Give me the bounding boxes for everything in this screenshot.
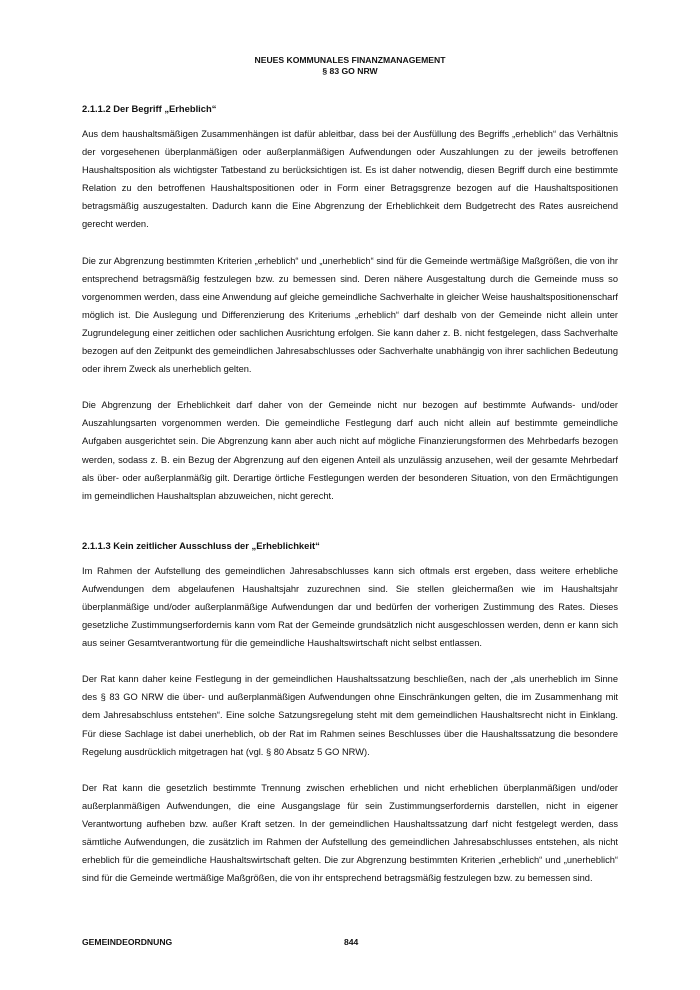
section-heading: 2.1.1.2 Der Begriff „Erheblich“ (82, 103, 217, 114)
paragraph: Die Abgrenzung der Erheblichkeit darf daher von der Gemeinde nicht nur bezogen auf bestimmte Aufwands- und/oder Auszahlungsarten vorgenommen werden. Die gemeindliche Festlegung darf auch nicht allein auf bestimmte gemeindliche Aufgaben ausgerichtet sein. Die Abgrenzung kann aber auch nicht auf mögliche Finanzierungsformen des Mehrbedarfs bezogen werden, sodass z. B. ein Bezug der Abgrenzung auf den eigenen Anteil als unzulässig anzusehen, weil der gesamte Mehrbedarf als über- oder außerplanmäßig gilt. Derartige örtliche Festlegungen werden der besonderen Situation, von den Ermächtigungen im gemeindlichen Haushaltsplan abzuweichen, nicht gerecht. (82, 400, 618, 501)
page-header (0, 55, 700, 77)
section-heading: 2.1.1.3 Kein zeitlicher Ausschluss der „Erheblichkeit“ (82, 539, 320, 551)
paragraph: Die zur Abgrenzung bestimmten Kriterien „erheblich“ und „unerheblich“ sind für die Gemeinde wertmäßige Maßgrößen, die von ihr entsprechend betragsmäßig festzulegen bzw. zu bemessen sind. Deren nähere Ausgestaltung durch die Gemeinde muss so vorgenommen werden, dass eine Anwendung auf gleiche gemeindliche Sachverhalte in gleicher Weise haushaltspositionenscharf möglich ist. Die Auslegung und Differenzierung des Kriteriums „erheblich“ darf deshalb von der Gemeinde nicht allein unter Zugrundelegung einer zeitlichen oder sachlichen Ausrichtung erfolgen. Sie kann daher z. B. nicht festgelegen, dass Sachverhalte bezogen auf den Zeitpunkt des gemeindlichen Jahresabschlusses oder Sachverhalte unabhängig von ihrer sachlichen Bedeutung oder ihrem Zweck als unerheblich gelten. (82, 255, 618, 375)
header-title: NEUES KOMMUNALES FINANZMANAGEMENT (254, 55, 446, 65)
document-body (82, 102, 618, 887)
paragraph: Der Rat kann die gesetzlich bestimmte Trennung zwischen erheblichen und nicht erheblichen überplanmäßigen und/oder außerplanmäßigen Aufwendungen, die eine Ausgangslage für sein Zustimmungserfordernis darstellen, nicht in eigener Verantwortung aufheben bzw. außer Kraft setzen. In der gemeindlichen Haushaltssatzung darf nicht festgelegt werden, dass sämtliche Aufwendungen, die zusätzlich im Rahmen der Aufstellung des gemeindlichen Jahresabschlusses entstehen, als nicht erheblich für die gemeindliche Haushaltswirtschaft gelten. Die zur Abgrenzung bestimmten Kriterien „erheblich“ und „unerheblich“ sind für die Gemeinde wertmäßige Maßgrößen, die von ihr entsprechend betragsmäßig festzulegen bzw. zu bemessen sind. (82, 782, 618, 884)
page-number: 844 (344, 937, 359, 947)
paragraph: Im Rahmen der Aufstellung des gemeindlichen Jahresabschlusses kann sich oftmals erst ergeben, dass weitere erhebliche Aufwendungen dem abgelaufenen Haushaltsjahr zuzurechnen sind. Sie stellen gleichermaßen wie im Haushaltsjahr überplanmäßige und/oder außerplanmäßige Aufwendungen dar und bedürfen der vorherigen Zustimmung des Rates. Dieses gesetzliche Zustimmungserfordernis kann vom Rat der Gemeinde grundsätzlich nicht ausgeschlossen werden, denn er kann sich aus seiner Gesamtverantwortung für die gemeindliche Haushaltswirtschaft nicht selbst entlassen. (82, 565, 618, 649)
paragraph: Aus dem haushaltsmäßigen Zusammenhängen ist dafür ableitbar, dass bei der Ausfüllung des Begriffs „erheblich“ das Verhältnis der vorgesehenen überplanmäßigen oder außerplanmäßigen Aufwendungen oder Auszahlungen zu der jeweils betroffenen Haushaltsposition als wichtigster Tatbestand zu berücksichtigen ist. Es ist daher notwendig, diesen Begriff durch eine bestimmte Relation zu den betroffenen Haushaltspositionen oder in Form einer Betragsgrenze bezogen auf die Haushaltspositionen betragsmäßig auszugestalten. Dadurch kann die Eine Abgrenzung der Erheblichkeit dem Budgetrecht des Rates ausreichend gerecht werden. (82, 129, 618, 230)
footer-title: GEMEINDEORDNUNG (82, 937, 173, 947)
paragraph: Der Rat kann daher keine Festlegung in der gemeindlichen Haushaltssatzung beschließen, nach der „als unerheblich im Sinne des § 83 GO NRW die über- und außerplanmäßigen Aufwendungen ohne Einschränkungen gelten, die im Zusammenhang mit dem Jahresabschluss entstehen“. Eine solche Satzungsregelung steht mit dem gemeindlichen Haushaltsrecht nicht in Einklang. Für diese Sachlage ist dabei unerheblich, ob der Rat im Rahmen seines Beschlusses über die Haushaltssatzung die besondere Regelung ausdrücklich mitgetragen hat (vgl. § 80 Absatz 5 GO NRW). (82, 674, 618, 757)
header-section: § 83 GO NRW (322, 66, 378, 76)
